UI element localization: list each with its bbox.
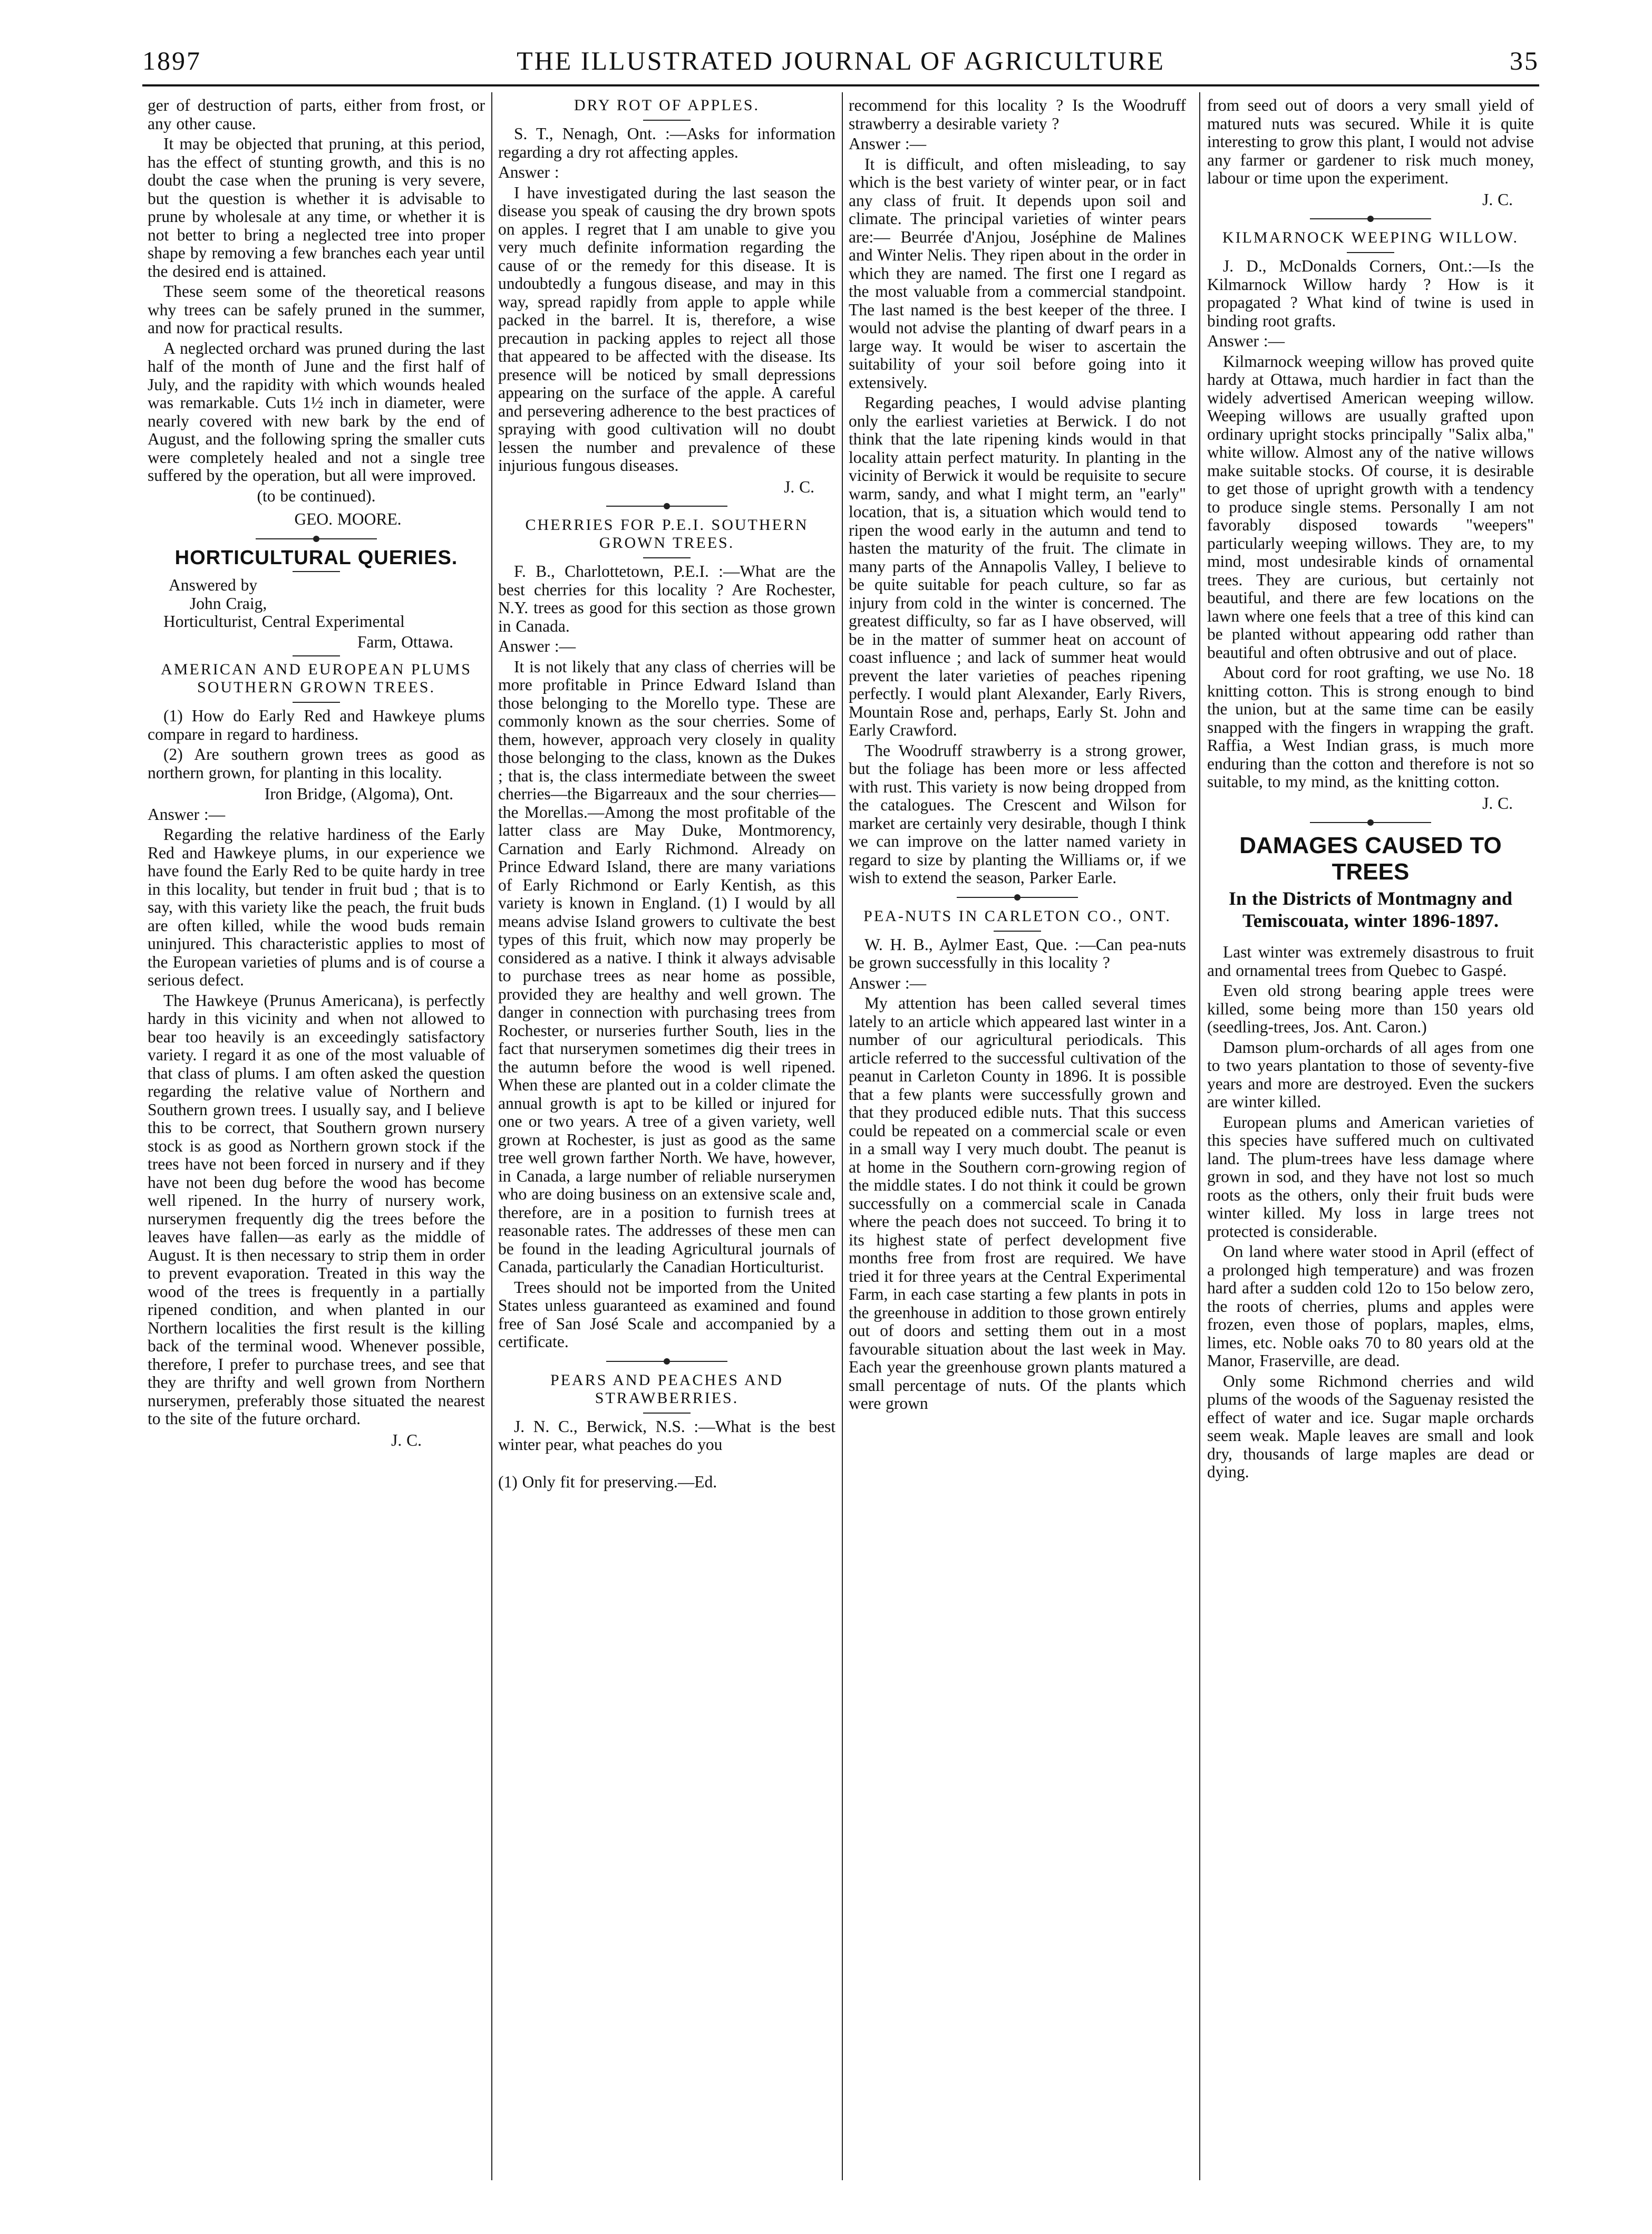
footnote: (1) Only fit for preserving.—Ed. [498,1472,717,1491]
heading-rule [1347,252,1394,253]
heading-rule [994,931,1041,932]
paragraph: My attention has been called several times lately to an article which appeared last winter in a number of our agricultural periodicals. This article referred to the successful cultivation of the peanut in Carleton County in 1896. It is possible that a few plants were successfully grown and that they produced edible nuts. That this success could be repeated on a commercial scale or even in a small way I very much doubt. The peanut is at home in the Southern corn-growing region of the middle states. I do not think it could be grown successfully on a commercial scale in Canada where the peach does not succeed. To bring it to its highest state of perfect development five months free from frost are required. We have tried it for three years at the Central Experimental Farm, in each case starting a few plants in pots in the greenhouse in addition to those grown entirely out of doors and setting them out in a most favourable situation about the last week in May. Each year the greenhouse grown plants matured a small percentage of nuts. Of the plants which were grown [849,994,1186,1413]
heading-rule [643,557,691,558]
page-header [142,45,1539,88]
paragraph: I have investigated during the last season the disease you speak of causing the dry brown spots on apples. I regret that I am unable to give you very much definite information regarding the cause of or the remedy for this disease. It is undoubtedly a fungous disease, and may in this way, spread rapidly from apple to apple while packed in the barrel. It is, therefore, a wise precaution in packing apples to reject all those that appeared to be affected with the disease. Its presence will be noticed by small depressions appearing on the surface of the apple. A careful and persevering adherence to the best practices of spraying with good cultivation will no doubt lessen the number and prevalence of these injurious fungous diseases. [498,183,835,475]
section-divider [1310,822,1431,823]
answerer-title: Horticulturist, Central Experimental [163,612,405,631]
paragraph: ger of destruction of parts, either from frost, or any other cause. [148,96,485,133]
paragraph: Kilmarnock weeping willow has proved quite hardy at Ottawa, much hardier in fact than the widely advertised American weeping willow. Weeping willows are usually grafted upon ordinary upright stocks principally "Salix alba," white willow. Almost any of the native willows make suitable stocks. Of course, it is desirable to get those of upright growth with a tendency to produce single stems. Personally I am not favorably disposed towards "weepers" particularly weeping willows. They are, to my mind, most undesirable kinds of ornamental trees. They are curious, but certainly not beautiful, and there are few locations on the lawn where one feels that a tree of this kind can be planted without appearing odd rather than beautiful and often obtrusive and out of place. [1207,352,1534,662]
paragraph: It is not likely that any class of cherries will be more profitable in Prince Edward Island than those belonging to the Morello type. These are commonly known as the sour cherries. Some of them, however, approach very closely in quality those belonging to the class, known as the Dukes ; that is, the class intermediate between the sweet cherries—the Bigarreaux and the sour cherries—the Morellas.—Among the most profitable of the latter class are May Duke, Montmorency, Carnation and Early Richmond. Already on Prince Edward Island, there are many variations of Early Richmond or Early Kentish, as this variety is known in England. (1) I would by all means advise Island growers to cultivate the best types of this fruit, which now may properly be considered as a native. I think it always advisable to purchase trees as near home as possible, provided they are healthy and well grown. The danger in connection with purchasing trees from Rochester, or nurseries further South, lies in the fact that nurserymen sometimes dig their trees in the autumn before the wood is well ripened. When these are planted out in a colder climate the annual growth is apt to be killed or injured for one or two years. A tree of a given variety, well grown at Rochester, is just as good as the same tree well grown farther North. We have, however, in Canada, a large number of reliable nurserymen who are doing business on an extensive scale and, therefore, are in a position to furnish trees at reasonable rates. The addresses of these men can be found in the leading Agricultural journals of Canada, particularly the Canadian Horticulturist. [498,657,835,1276]
paragraph: About cord for root grafting, we use No. 18 knitting cotton. This is strong enough to bind the union, but at the same time can be easily snapped with the fingers in wrapping the graft. Raffia, a West Indian grass, is much more enduring than the cotton and therefore is not so suitable, to my mind, as the knitting cotton. [1207,663,1534,791]
paragraph: A neglected orchard was pruned during the last half of the month of June and the first half of July, and the rapidity with which wounds healed was remarkable. Cuts 1½ inch in diameter, were nearly covered with new bark by the end of August, and the following spring the smaller cuts were completely healed and not a single tree suffered by the operation, but all were improved. [148,339,485,485]
paragraph: Trees should not be imported from the United States unless guaranteed as examined and found free of San José Scale and accompanied by a certificate. [498,1278,835,1351]
heading-rule [293,655,340,656]
answer-label: Answer :— [849,134,927,153]
paragraph: Regarding peaches, I would advise planting only the earliest varieties at Berwick. I do not think that the late ripening kinds would in that locality attain perfect maturity. In planting in the vicinity of Berwick it would be requisite to secure warm, sandy, and what I might term, an "early" location, that is, a situation which would tend to ripen the wood early in the autumn and tend to hasten the maturity of the fruit. The climate in many parts of the Annapolis Valley, I believe to be quite suitable for peach culture, so far as injury from cold in the winter is concerned. The greatest difficulty, so far as I have observed, will be in the matter of summer heat on account of coast influence ; and lack of summer heat would prevent the later varieties of peaches ripening perfectly. I would plant Alexander, Early Rivers, Mountain Rose and, perhaps, Early St. John and Early Crawford. [849,393,1186,739]
article-subheading: In the Districts of Montmagny and Temiscouata, winter 1896-1897. [1228,888,1512,931]
column-1 [148,96,485,2190]
paragraph: It may be objected that pruning, at this period, has the effect of stunting growth, and this is no doubt the case when the pruning is very severe, but the question is whether it is advisable to prune by wholesale at any time, or whether it is not better to bring a neglected tree into proper shape by removing a few branches each year until the desired end is attained. [148,134,485,281]
page-number: 35 [1510,46,1539,75]
question: (2) Are southern grown trees as good as northern grown, for planting in this locality. [148,745,485,782]
section-divider [606,506,727,507]
heading-rule [293,702,340,703]
section-divider [606,1361,727,1362]
column-2 [498,96,835,2190]
heading-rule [293,571,340,572]
question: J. N. C., Berwick, N.S. :—What is the best winter pear, what peaches do you [498,1417,835,1454]
section-divider [1310,218,1431,219]
paragraph: It is difficult, and often misleading, to say which is the best variety of winter pear, or in fact any class of fruit. It depends upon soil and climate. The principal varieties of winter pears are:— Beurrée d'Anjou, Joséphine de Malines and Winter Nelis. They ripen about in the order in which they are named. The first one I regard as the most valuable from a commercial standpoint. The last named is the best keeper of the three. I would not advise the planting of dwarf pears in a large way. It would be wiser to ascertain the suitability of your soil before going into it extensively. [849,154,1186,392]
section-heading-horticultural-queries: HORTICULTURAL QUERIES. [174,546,458,569]
query-heading-plums: AMERICAN AND EUROPEAN PLUMS SOUTHERN GROWN TREES. [161,661,472,696]
paragraph: On land where water stood in April (effect of a prolonged high temperature) and was frozen hard after a sudden cold 12o to 15o below zero, the roots of cherries, plums and apples were frozen, even those of poplars, maples, elms, limes, etc. Noble oaks 70 to 80 years old at the Manor, Fraserville, are dead. [1207,1242,1534,1370]
answered-by: Answered by [169,576,258,594]
heading-rule [643,120,691,121]
paragraph: Last winter was extremely disastrous to fruit and ornamental trees from Quebec to Gaspé. [1207,943,1534,980]
article-heading-damages: DAMAGES CAUSED TO TREES [1239,833,1502,885]
signature: J. C. [1482,794,1513,813]
signature: J. C. [391,1430,422,1449]
question: J. D., McDonalds Corners, Ont.:—Is the Kilmarnock Willow hardy ? How is it propagated ? What kind of twine is used in binding root grafts. [1207,257,1534,330]
signature: J. C. [1482,190,1513,209]
question: W. H. B., Aylmer East, Que. :—Can pea-nuts be grown successfully in this locality ? [849,935,1186,972]
answer-label: Answer :— [849,973,927,992]
query-heading-pears: PEARS AND PEACHES AND STRAWBERRIES. [550,1371,783,1407]
paragraph: from seed out of doors a very small yield of matured nuts was secured. While it is quite interesting to grow this plant, I would not advise any farmer or gardener to risk much money, labour or time upon the experiment. [1207,96,1534,187]
section-divider [957,897,1078,898]
paragraph: Damson plum-orchards of all ages from one to two years plantation to those of seventy-five years and more are destroyed. Even the suckers are winter killed. [1207,1038,1534,1111]
column-4 [1207,96,1534,2190]
question: (1) How do Early Red and Hawkeye plums compare in regard to hardiness. [148,707,485,743]
signature: J. C. [784,477,814,496]
paragraph: Only some Richmond cherries and wild plums of the woods of the Saguenay resisted the effect of water and ice. Sugar maple orchards seem weak. Maple leaves are small and look dry, thousands of large maples are dead or dying. [1207,1371,1534,1481]
continued-note: (to be continued). [257,486,376,505]
query-heading-willow: KILMARNOCK WEEPING WILLOW. [1222,229,1519,246]
author-signature: GEO. MOORE. [294,510,402,528]
answer-label: Answer :— [148,805,226,824]
answer-label: Answer :— [498,637,576,655]
paragraph: These seem some of the theoretical reasons why trees can be safely pruned in the summer, and now for practical results. [148,282,485,337]
paragraph: Regarding the relative hardiness of the Early Red and Hawkeye plums, in our experience we have found the Early Red to be quite hardy in tree in this locality, but tender in fruit bud ; that is to say, with this variety like the peach, the fruit buds are often killed, while the wood buds remain uninjured. This characteristic applies to most of the European varieties of plums and is of course a serious defect. [148,825,485,989]
query-heading-cherries: CHERRIES FOR P.E.I. SOUTHERN GROWN TREES. [525,516,809,552]
query-location: Iron Bridge, (Algoma), Ont. [264,785,453,803]
answerer-place: Farm, Ottawa. [357,632,453,651]
paragraph: recommend for this locality ? Is the Woodruff strawberry a desirable variety ? [849,96,1186,133]
column-divider [1199,92,1200,2180]
column-divider [842,92,843,2180]
column-divider [491,92,492,2180]
answer-label: Answer : [498,163,559,181]
paragraph: The Woodruff strawberry is a strong grower, but the foliage has been more or less affected with rust. This variety is now being dropped from the catalogues. The Crescent and Wilson for market are certainly very desirable, though I think we can improve on the latter named variety in regard to size by planting the Williams or, if we wish to extend the season, Parker Earle. [849,741,1186,887]
header-year: 1897 [142,46,201,75]
paragraph: Even old strong bearing apple trees were killed, some being more than 150 years old (seedling-trees, Jos. Ant. Caron.) [1207,981,1534,1036]
paragraph: The Hawkeye (Prunus Americana), is perfectly hardy in this vicinity and when not allowed to bear too heavily is an exceedingly satisfactory variety. I regard it as one of the most valuable of that class of plums. I am often asked the question regarding the relative value of Northern and Southern grown trees. I usually say, and I believe this to be correct, that Southern grown nursery stock is as good as Northern grown stock if the trees have not been forced in nursery and if they have not been dug before the wood has become well ripened. In the hurry of nursery work, nurserymen frequently dig the trees before the leaves have fallen—as early as the middle of August. It is then necessary to strip them in order to prevent evaporation. Treated in this way the wood of the trees is frequently in a partially ripened condition, and when planted in our Northern localities the first result is the killing back of the terminal wood. Whenever possible, therefore, I prefer to purchase trees, and see that they are thrifty and well grown from Northern nurserymen, preferably those situated the nearest to the site of the future orchard. [148,991,485,1428]
question: F. B., Charlottetown, P.E.I. :—What are the best cherries for this locality ? Are Rochester, N.Y. trees as good for this section as those grown in Canada. [498,562,835,635]
query-heading-peanuts: PEA-NUTS IN CARLETON CO., ONT. [863,907,1171,925]
column-3 [849,96,1186,2190]
heading-rule [643,1413,691,1414]
question: S. T., Nenagh, Ont. :—Asks for information regarding a dry rot affecting apples. [498,124,835,161]
journal-title: THE ILLUSTRATED JOURNAL OF AGRICULTURE [517,46,1165,75]
answerer-name: John Craig, [190,594,267,613]
query-heading-dry-rot: DRY ROT OF APPLES. [574,96,760,114]
paragraph: European plums and American varieties of this species have suffered much on cultivated land. The plum-trees have less damage where grown in sod, and they have not lost so much roots as the others, only their fruit buds were winter killed. My loss in large trees not protected is considerable. [1207,1113,1534,1241]
answer-label: Answer :— [1207,332,1285,350]
section-divider [256,538,377,539]
header-rule [142,84,1539,86]
